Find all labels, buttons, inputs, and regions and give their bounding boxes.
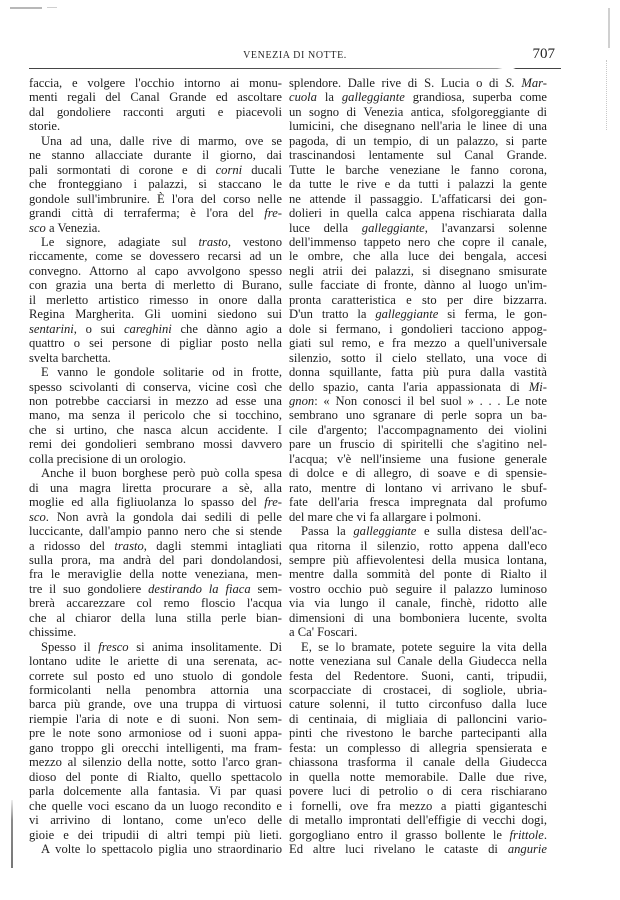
text-line: di dolce e di allegro, di soave e di spensie- xyxy=(289,466,547,481)
text-line: i fornelli, ove fra mezzo a piatti giganteschi xyxy=(289,798,547,813)
text-line: dello spazio, canta l'aria appassionata di Mi- xyxy=(289,379,547,394)
text-line: rato, mentre di lontano vi arrivano le sbuf- xyxy=(289,480,547,495)
text-line: sco a Venezia. xyxy=(29,220,101,235)
text-line: festa: un complesso di allegria spensierata e xyxy=(289,740,547,755)
text-line: gioie e dei tripudii di altri tempi più lieti. xyxy=(29,827,282,842)
running-head xyxy=(29,46,561,66)
text-line: qua ritorna il silenzio, rotto appena dall'eco xyxy=(289,538,547,553)
text-line: D'un tratto la galleggiante si ferma, le gon- xyxy=(289,307,547,322)
page-number: 707 xyxy=(532,46,555,62)
text-line: dell'immenso tappeto nero che copre il canale, xyxy=(289,234,547,249)
text-line: donna squillante, fatta più pura dalla vastità xyxy=(289,365,547,380)
text-line: che fronteggiano i palazzi, si staccano le xyxy=(29,177,282,192)
right-column xyxy=(289,76,547,856)
text-line: vostro occhio può seguire il palazzo luminoso xyxy=(289,581,547,596)
text-line: moglie ed alla figliuolanza lo spasso del fre- xyxy=(29,495,282,510)
text-line: mentre dalla sommità del ponte di Rialto il xyxy=(289,567,547,582)
text-line: Regina Margherita. Gli uomini siedono sui xyxy=(29,307,282,322)
text-line: gano troppo gli orecchi intelligenti, ma fram- xyxy=(29,740,282,755)
page-edge xyxy=(11,800,13,868)
scan-artifact xyxy=(10,7,42,9)
text-line: del mare che vi fa allargare i polmoni. xyxy=(289,509,482,524)
text-line: festa del Redentore. Suoni, canti, tripudii, xyxy=(289,668,547,683)
text-line: giati sul remo, e fra mezzo a quell'universale xyxy=(289,336,547,351)
text-line: gondole sull'imbrunire. È l'ora del corso nelle xyxy=(29,191,282,206)
text-line: notte veneziana sul Canale della Giudecca nella xyxy=(289,654,547,669)
text-line: convegno. Attorno al capo avvolgono spesso xyxy=(29,263,282,278)
text-line: sempre più affievolentesi della musica lontana, xyxy=(289,552,547,567)
text-line: negli atrii dei palazzi, si disegnano smisurate xyxy=(289,263,547,278)
text-line: Spesso il fresco si anima insolitamente. Di xyxy=(41,639,282,654)
text-line: colla precisione di un orologio. xyxy=(29,451,187,466)
text-line: pagoda, di un tempio, di un palazzo, si parte xyxy=(289,133,547,148)
text-line: gorgogliano entro il grasso bollente le frittole. xyxy=(289,827,547,842)
text-line: riccamente, come se dovessero recarsi ad un xyxy=(29,249,282,264)
running-title: VENEZIA DI NOTTE. xyxy=(243,50,347,61)
text-line: il merletto artistico rimesso in onore dalla xyxy=(29,292,282,307)
text-line: lontano udite le ariette di una serenata, ac- xyxy=(29,654,282,669)
text-line: correte sul posto ed uno stuolo di gondole xyxy=(29,668,282,683)
text-line: tre il suo gondoliere destirando la fiaca sem- xyxy=(29,581,282,596)
text-line: barca più grande, ove una truppa di virtuosi xyxy=(29,697,282,712)
text-line: le ombre, che alla luce dei bengala, accesi xyxy=(289,249,547,264)
text-line: luccicante, dall'ampio panno nero che si stende xyxy=(29,524,282,539)
text-line: in quella notte memorabile. Dalle due rive, xyxy=(289,769,547,784)
text-line: chissime. xyxy=(29,625,77,640)
text-line: povere luci di petrolio o di cera rischiarano xyxy=(289,784,547,799)
text-line: parla dolcemente alla fantasia. Vi par quasi xyxy=(29,784,282,799)
text-line: pronta caratteristica e sto per dire bizzarra. xyxy=(289,292,547,307)
text-line: cuola la galleggiante grandiosa, superba come xyxy=(289,90,547,105)
page-edge xyxy=(606,60,608,130)
text-line: che quelle voci escano da un luogo recondito e xyxy=(29,798,282,813)
text-line: a Ca' Foscari. xyxy=(289,625,358,640)
scan-artifact xyxy=(47,7,57,8)
text-line: brerà accarezzare col remo floscio l'acqua xyxy=(29,596,282,611)
text-line: dioso del ponte di Rialto, quello spettacolo xyxy=(29,769,282,784)
text-line: remi dei gondolieri sembrano mossi davvero xyxy=(29,437,282,452)
text-line: mezzo al silenzio della notte, sotto l'arco gran- xyxy=(29,755,282,770)
text-line: un sogno di Venezia antica, sfolgoreggiante di xyxy=(289,104,547,119)
text-line: formicolanti nella penombra attornia una xyxy=(29,683,282,698)
text-line: E, se lo bramate, potete seguire la vita della xyxy=(301,639,547,654)
text-line: luce della galleggiante, l'avanzarsi solenne xyxy=(289,220,548,235)
text-line: lumicini, che disegnano nell'aria le linee di una xyxy=(289,119,547,134)
text-line: che si urtino, che nasca alcun accidente. I xyxy=(29,422,282,437)
text-line: Tutte le barche veneziane le fanno corona, xyxy=(289,162,547,177)
text-line: E vanno le gondole solitarie od in frotte, xyxy=(41,365,282,380)
text-line: fate dell'aria fresca impregnata dal profumo xyxy=(289,495,547,510)
text-line: a ridosso del trasto, dagli stemmi intagliati xyxy=(29,538,282,553)
text-line: Anche il buon borghese però può colla spesa xyxy=(41,466,282,481)
text-line: non potrebbe cacciarsi in mezzo ad esse una xyxy=(29,393,282,408)
text-line: cature solenni, il tutto circonfuso dalla luce xyxy=(289,697,547,712)
header-rule xyxy=(29,68,561,69)
text-line: sulla prora, ma andrà del pari dondolandosi, xyxy=(29,552,282,567)
text-line: mano, ma senza il pericolo che si tocchino, xyxy=(29,408,282,423)
text-line: ne attende il passaggio. L'affaticarsi dei gon- xyxy=(289,191,547,206)
text-line: da tutte le rive e da tutti i palazzi la gente xyxy=(289,177,547,192)
text-line: dimensioni di una bomboniera lucente, svolta xyxy=(289,610,547,625)
text-line: pare un fruscio di spiritelli che s'agitino nel- xyxy=(289,437,547,452)
text-line: via via lungo il canale, finchè, ridotto alle xyxy=(289,596,547,611)
text-line: sembrano uno sgranare di perle sopra un ba- xyxy=(289,408,547,423)
text-line: pinti che rivestono le barche partecipanti alla xyxy=(289,726,547,741)
text-line: sulle facciate di fronte, dànno al luogo un'im- xyxy=(289,278,547,293)
text-line: spesso scivolanti di conserva, vicine così che xyxy=(29,379,282,394)
text-line: riempie l'aria di note e di suoni. Non sem- xyxy=(29,711,282,726)
text-line: di una magra liretta procurare a sè, alla xyxy=(29,480,282,495)
text-line: l'acqua; v'è nell'insieme una fusione generale xyxy=(289,451,547,466)
text-line: menti regali del Canal Grande ed ascoltare xyxy=(29,90,282,105)
text-line: silenzio, sotto il cielo stellato, una voce di xyxy=(289,350,547,365)
book-page xyxy=(29,46,561,857)
text-line: vi arrivino di lontano, come un'eco delle xyxy=(29,813,282,828)
text-line: fra le meraviglie della notte veneziana, men- xyxy=(29,567,282,582)
text-line: dal gondoliere racconti arguti e piacevoli xyxy=(29,104,282,119)
text-line: grandi città di terraferma; è l'ora del fre- xyxy=(29,206,282,221)
text-line: di centinaia, di migliaia di palloncini vario- xyxy=(289,711,547,726)
page-edge xyxy=(608,8,610,48)
text-line: di metallo improntati dell'effigie di vecchi dogi, xyxy=(289,813,547,828)
text-line: Ed altre luci rivelano le cataste di angurie xyxy=(289,842,547,857)
text-line: splendore. Dalle rive di S. Lucia o di S. Mar- xyxy=(289,76,548,90)
text-line: dolieri in quella calca appena rischiarata dalla xyxy=(289,206,547,221)
text-line: sco. Non avrà la gondola dai sedili di pelle xyxy=(29,509,282,524)
text-line: scorpacciate di crostacei, di sogliole, ubria- xyxy=(289,683,547,698)
text-line: dole si fermano, i gondolieri tacciono appog- xyxy=(289,321,547,336)
text-line: sentarini, o sui careghini che dànno agio a xyxy=(29,321,282,336)
text-line: faccia, e volgere l'occhio intorno ai monu- xyxy=(29,76,282,90)
text-line: svelta barchetta. xyxy=(29,350,111,365)
text-line: che al chiaror della luna stilla perle bian- xyxy=(29,610,282,625)
text-line: storie. xyxy=(29,119,61,134)
text-line: Una ad una, dalle rive di marmo, ove se xyxy=(41,133,282,148)
text-line: gnon: « Non conosci il bel suol » . . . Le note xyxy=(289,393,547,408)
text-line: Le signore, adagiate sul trasto, vestono xyxy=(41,234,282,249)
text-line: con grazia una berta di merletto di Burano, xyxy=(29,278,282,293)
text-line: chiassona trasforma il canale della Giudecca xyxy=(289,755,547,770)
text-line: Passa la galleggiante e sulla distesa dell'ac- xyxy=(301,524,548,539)
text-line: pali sormontati di corone e di corni ducali xyxy=(29,162,283,177)
text-line: A volte lo spettacolo piglia uno straordinario xyxy=(41,842,282,857)
text-line: ne stanno allacciate durante il giorno, dai xyxy=(29,148,282,163)
left-column xyxy=(29,76,282,856)
text-line: quattro o sei persone di pigliar posto nella xyxy=(29,336,282,351)
text-line: trascinandosi lentamente sul Canal Grande. xyxy=(289,148,547,163)
text-line: pre le note sono armoniose od i suoni appa- xyxy=(29,726,282,741)
text-line: cile d'argento; l'accompagnamento dei violini xyxy=(289,422,547,437)
